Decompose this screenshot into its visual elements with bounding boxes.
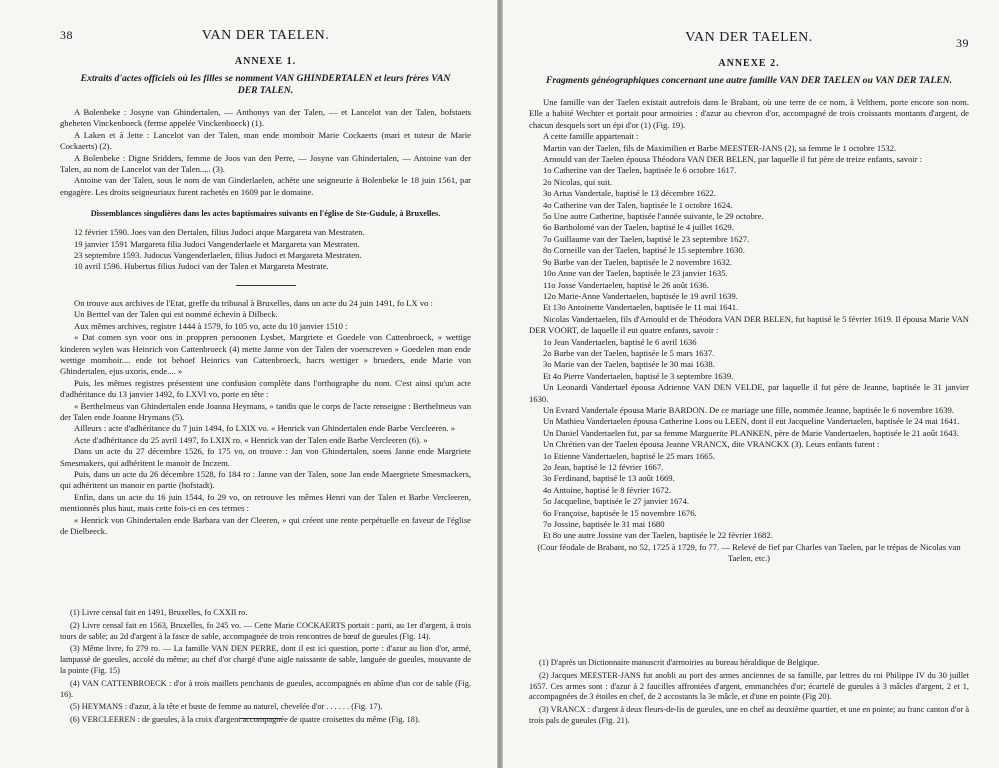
paragraph: Un Evrard Vandertale épousa Marie BARDON. De ce mariage une fille, nommée Jeanne, baptisée le 6 novembre 1639. [543, 404, 955, 415]
list-item: 5o Une autre Catherine, baptisée l'année suivante, le 29 octobre. [543, 211, 764, 222]
paragraph: « Dat comen syn voor ons in proppren persoonen Lysbet, Margriete et Goedele von Cattenbroeck, » wettige kinderen wylen was Heinrich von Cattenbroeck (4) mette Janne von der Talen der voerscreven » Goedelen man ende wettige momboir.... ende tot behoef Heinrics van Cattenbroeck, hacrs wettiger » brueders, ende Marie von Ghindertalen, ejus uxoris, ende.... » [60, 332, 471, 377]
paragraph: Une famille van der Taelen existait autrefois dans le Brabant, où une terre de ce nom, à Velthem, porte encore son nom. Elle a habité Wechter et portait pour armoiries : d'azur au chevron d'or, accompagné de trois croissants montants d'argent, de chacun desquels sort un épi d'or (1) (Fig. 19). [529, 97, 969, 130]
source-citation: (Cour féodale de Brabant, no 52, 1725 à 1729, fo 77. — Relevé de fief par Charles van Taelen, par le trépas de Nicolas van Taelen, etc.) [537, 541, 961, 564]
paragraph: A Laken et à Jette : Lancelot van der Talen, man ende momboir Marie Cockaerts (mari et tuteur de Marie Cockaerts) (2). [60, 129, 471, 152]
left-running-head: VAN DER TAELEN. [201, 28, 330, 43]
right-page-number: 39 [956, 36, 969, 50]
other-branches [529, 382, 969, 450]
annexe-1-entries [60, 107, 471, 198]
list-item: 1o Etienne Vandertaelen, baptisé le 25 mars 1665. [543, 450, 715, 461]
paragraph: Puis, dans un acte du 26 décembre 1528, fo 184 ro : Janne van der Talen, sone Jan ende Maergriete Smesmackers, qui adhéritent un manoir en partie (hofstadt). [60, 468, 471, 491]
section-divider [236, 285, 296, 286]
footnote: (1) Livre censal fait en 1491, Bruxelles, fo CXXII ro. [70, 608, 248, 617]
annexe-1-subtitle: Extraits d'actes officiels où les filles se nomment VAN GHINDERTALEN et leurs frères VAN DER TALEN. [80, 73, 451, 96]
list-item: Et 4o Pierre Vandertaelen, baptisé le 3 septembre 1639. [543, 370, 734, 381]
list-item: 23 septembre 1593. Judocus Vangenderlaelen, filius Judoci et Margareta Mestraten. [74, 250, 362, 261]
footnote: (2) Jacques MEESTER-JANS fut anobli au port des armes anciennes de sa famille, par lettres du roi Philippe IV du 30 juillet 1657. Ces armes sont : d'azur à 2 faucilles affrontées d'argent, emmanchées d'or; écartelé de gueules à 3 mâcles d'argent, 2 et 1, accompagnées de 3 étoiles en chef, de 2 accostants la 3e mâcle, et d'une en pointe (Fig 20). [529, 670, 969, 702]
list-item: 1o Jean Vandertaelen, baptisé le 6 avril 1636 [543, 336, 697, 347]
list-item: 1o Catherine van der Taelen, baptisée le 6 octobre 1617. [543, 165, 737, 176]
list-item: 12o Marie-Anne Vandertaelen, baptisée le 19 avril 1639. [543, 290, 738, 301]
list-item: 3o Marie van der Taelen, baptisée le 30 mai 1638. [543, 359, 715, 370]
list-item: 7o Jossine, baptisée le 31 mai 1680 [543, 519, 665, 530]
list-item: 19 janvier 1591 Margareta filia Judoci Vangenderlaele et Margareta van Mestraten. [74, 238, 360, 249]
left-footnotes [60, 608, 471, 728]
paragraph: Un Chrétien van der Taelen épousa Jeanne VRANCX, dite VRANCKX (3). Leurs enfants furent : [543, 439, 880, 450]
paragraph: A cette famille appartenait : [543, 131, 639, 142]
paragraph: Un Daniel Vandertaelen fut, par sa femme Marguerite PLANKEN, père de Marie Vandertaelen, baptisée le 21 août 1643. [543, 427, 959, 438]
footnote: (5) HEYMANS : d'azur, à la tête et buste de femme au naturel, chevelée d'or . . . . . . (Fig. 17). [70, 702, 383, 712]
list-item: 4o Catherine van der Talen, baptisée le 1 octobre 1624. [543, 199, 733, 210]
children-list-chretien [529, 451, 969, 542]
paragraph: Aux mêmes archives, registre 1444 à 1579, fo 105 vo, acte du 10 janvier 1510 : [74, 320, 348, 331]
list-item: 2o Nicolas, qui suit. [543, 176, 612, 187]
nicolas-paragraph [529, 314, 969, 337]
paragraph: « Henrick von Ghindertalen ende Barbara van der Cleeren, » qui créent une rente perpétuelle en faveur de l'église de Dielbeeck. [60, 514, 471, 536]
footnote: (4) VAN CATTENBROECK : d'or à trois maillets penchants de gueules, accompagnés en abîme d'un cor de sable (Fig. 16). [60, 678, 471, 699]
right-page-header [529, 30, 969, 52]
list-item: 10 avril 1596. Hubertus filius Judoci van der Talen et Margareta Mestrate. [74, 261, 329, 272]
footnote: (3) Même livre, fo 279 ro. — La famille VAN DEN PERRE, dont il est ici question, porte : d'azur au lion d'or, armé, lampassé de gueules, accolé du même; au chef d'or chargé d'une aigle naissante de sable, languée de gueules, mouvante de la pointe (Fig. 15) [60, 644, 471, 675]
list-item: 12 février 1590. Joes van den Dertalen, filius Judoci atque Margareta van Mestraten. [74, 227, 365, 238]
right-footnotes [529, 658, 969, 729]
left-page-header [60, 28, 471, 50]
paragraph: Dans un acte du 27 décembre 1526, fo 175 vo, on trouve : Jan von Ghindertalen, soens Janne ende Margriete Smesmakers, qui adhéritent le manoir de Inczem. [60, 446, 471, 468]
list-item: 11o Josse Vandertaelen, baptisé le 26 août 1636. [543, 279, 709, 290]
list-item: 10o Anne van der Taelen, baptisée le 23 janvier 1635. [543, 268, 728, 279]
footnote: (2) Livre censal fait en 1563, Bruxelles, fo 245 vo. — Cette Marie COCKAERTS portait : parti, au 1er d'argent, à trois tours de sable; au 2d d'argent à la fasce de sable, accompagnée de trois rencontres de bœuf de gueules (Fig. 14). [60, 620, 471, 641]
list-item: 5o Jacqueline, baptisée le 27 janvier 1674. [543, 496, 690, 507]
paragraph: Arnould van der Taelen épousa Théodora VAN DER BELEN, par laquelle il fut père de treize enfants, savoir : [543, 154, 923, 165]
right-running-head: VAN DER TAELEN. [685, 30, 813, 45]
list-item: 3o Ferdinand, baptisé le 13 août 1669. [543, 473, 675, 484]
family-intro [529, 97, 969, 165]
list-item: Et 8o une autre Jossine van der Taelen, baptisée le 22 février 1682. [543, 530, 773, 541]
paragraph: On trouve aux archives de l'Etat, greffe du tribunal à Bruxelles, dans un acte du 24 juin 1491, fo LX vo : [74, 297, 433, 308]
baptism-list [60, 227, 471, 273]
paragraph: « Berthelmeus van Ghindertalen ende Joanna Heymans, » tandis que le corps de l'acte renseigne : Berthelmeus van der Talen ende Joanne Hrymans (5). [60, 400, 471, 422]
paragraph: Puis, les mêmes registres présentent une confusion complète dans l'orthographe du nom. C'est ainsi qu'un acte d'adhéritance du 13 janvier 1492, fo LXVI vo, porte en tête : [60, 377, 471, 400]
paragraph: Nicolas Vandertaelen, fils d'Arnould et de Théodora VAN DER BELEN, fut baptisé le 5 février 1619. Il épousa Marie VAN DER VOORT, de laquelle il eut quatre enfants, savoir : [529, 313, 969, 336]
annexe-2-title: ANNEXE 2. [718, 58, 780, 69]
bottom-divider [240, 718, 282, 719]
footnote: (3) VRANCX : d'argent à deux fleurs-de-lis de gueules, une en chef au deuxième quartier, et une en pointe; au franc canton d'or à trois pals de gueules (Fig. 21). [529, 705, 969, 725]
list-item: 2o Barbe van der Taelen, baptisée le 5 mars 1637. [543, 347, 715, 358]
paragraph: Enfin, dans un acte du 16 juin 1544, fo 29 vo, on retrouve les mêmes Henri van der Talen et Barbe Vercleeren, mentionnés plus haut, mais cette fois-ci en ces termes : [60, 491, 471, 514]
children-list-arnould [529, 165, 969, 313]
paragraph: Antoine van der Talen, sous le nom de van Ginderlaelen, achète une seigneurie à Bolenbeke le 18 juin 1561, par engagère. Les droits seigneuriaux furent rachetés en 1609 par le domaine. [60, 175, 471, 197]
baptism-heading: Dissemblances singulières dans les actes baptismaires suivants en l'église de Ste-Gudule, à Bruxelles. [90, 209, 441, 219]
right-page [503, 0, 999, 768]
footnote: (6) VERCLEEREN : de gueules, à la croix d'argent accompagnée de quatre croisettes du même (Fig. 18). [70, 715, 420, 725]
archive-extracts [60, 298, 471, 538]
list-item: 4o Antoine, baptisé le 8 février 1672. [543, 484, 671, 495]
source-note [529, 542, 969, 565]
paragraph: Un Berttel van der Talen qui est nommé échevin à Dilbeck. [74, 309, 278, 320]
paragraph: Martin van der Taelen, fils de Maximilien et Barbe MEESTER-JANS (2), sa femme le 1 octobre 1532. [543, 142, 897, 153]
annexe-1-title: ANNEXE 1. [234, 56, 297, 67]
list-item: 9o Barbe van der Taelen, baptisée le 2 novembre 1632. [543, 256, 732, 267]
paragraph: Un Leonardi Vandertael épousa Adrienne VAN DEN VELDE, par laquelle il fut père de Jeanne, baptisée le 31 janvier 1630. [529, 382, 969, 404]
list-item: 6o Françoise, baptisée le 15 novembre 1676. [543, 507, 697, 518]
list-item: 7o Guillaume van der Taelen, baptisé le 23 septembre 1627. [543, 233, 750, 244]
paragraph: Acte d'adhéritance du 25 avril 1497, fo LXIX ro. « Henrick van der Talen ende Barbe Vercleeren (6). » [74, 434, 428, 445]
left-page-number: 38 [60, 28, 73, 42]
list-item: 2o Jean, baptisé le 12 février 1667. [543, 462, 664, 472]
annexe-2-subtitle: Fragments généographiques concernant une autre famille VAN DER TAELEN ou VAN DER TALEN. [545, 75, 953, 86]
list-item: 6o Bartholomé van der Taelen, baptisé le 4 juillet 1629. [543, 222, 734, 233]
paragraph: Un Mathieu Vandertaelen épousa Catherine Loos ou LEEN, dont il eut Jacqueline Vandertaelen, baptisée le 24 mai 1641. [543, 416, 960, 427]
list-item: 3o Artus Vandertale, baptisé le 13 décembre 1622. [543, 188, 716, 199]
list-item: Et 13o Antoinette Vandertaelen, baptisée le 11 mai 1641. [543, 302, 739, 313]
paragraph: A Bolenbeke : Josyne van Ghindertalen, — Anthonys van der Talen, — et Lancelot van der Talen, bofstaets gheheten Vinckenboeck (ferme appelée Vinckenboeck) (1). [60, 107, 471, 129]
paragraph: A Bolenbeke : Digne Sridders, femme de Joos van den Perre, — Josyne van Ghindertalen, — Antoine van der Talen, au nom de Lancelot van der Talen..... (3). [60, 152, 471, 175]
footnote: (1) D'après un Dictionnaire manuscrit d'armoiries au bureau héraldique de Belgique. [539, 658, 820, 667]
list-item: 8o Corneille van der Taelen, baptisé le 15 septembre 1630. [543, 245, 745, 256]
paragraph: Ailleurs : acte d'adhéritance du 7 juin 1494, fo LXIX vo. « Henrick van Ghindertalen ende Barbe Vercleeren. » [74, 423, 456, 434]
children-list-nicolas [529, 337, 969, 383]
